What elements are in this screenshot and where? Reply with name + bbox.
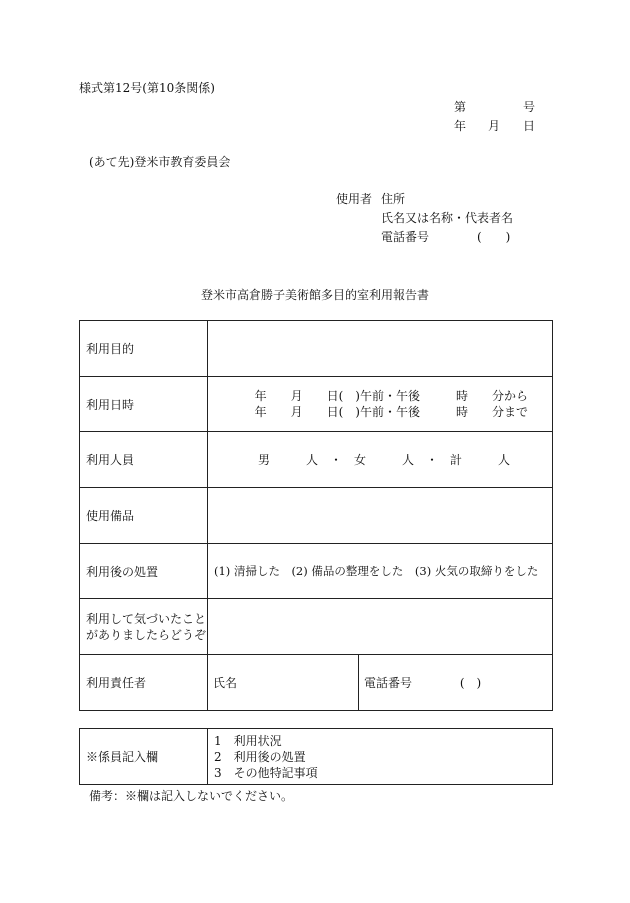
applicant-phone: 電話番号 (381, 230, 430, 244)
field-purpose[interactable] (208, 321, 553, 377)
field-after[interactable]: (1) 清掃した (2) 備品の整理をした (3) 火気の取締りをした (208, 544, 553, 599)
form-number: 様式第12号(第10条関係) (79, 81, 215, 95)
field-resp-phone[interactable] (359, 655, 553, 711)
label-purpose: 利用目的 (80, 321, 208, 377)
label-notice-line2: がありましたらどうぞ (86, 627, 207, 642)
doc-number-go: 号 (523, 100, 536, 114)
date-day: 日 (523, 119, 536, 133)
row-people (80, 432, 553, 488)
field-resp-name[interactable] (208, 655, 359, 711)
report-table (79, 320, 553, 711)
row-staff (80, 729, 553, 785)
label-datetime: 利用日時 (80, 377, 208, 432)
label-people: 利用人員 (80, 432, 208, 488)
field-datetime[interactable] (208, 377, 553, 432)
staff-item-2: 2 利用後の処置 (214, 749, 306, 764)
datetime-from: 年 月 日( )午前・午後 時 分から (254, 389, 528, 403)
field-equipment[interactable] (208, 488, 553, 544)
resp-phone-paren: ( ) (459, 676, 482, 690)
label-staff: ※係員記入欄 (80, 729, 208, 785)
date-year: 年 (454, 119, 467, 133)
label-responsible: 利用責任者 (80, 655, 208, 711)
field-people[interactable]: 男 人 ・ 女 人 ・ 計 人 (208, 432, 553, 488)
staff-item-1: 1 利用状況 (214, 733, 282, 748)
staff-item-3: 3 その他特記事項 (214, 765, 318, 780)
date-month: 月 (488, 119, 501, 133)
row-notice (80, 599, 553, 655)
row-after (80, 544, 553, 599)
row-responsible (80, 655, 553, 711)
row-datetime (80, 377, 553, 432)
label-after: 利用後の処置 (80, 544, 208, 599)
applicant-phone-paren: ( ) (477, 230, 511, 244)
remark: 備考：※欄は記入しないでください。 (89, 789, 294, 803)
page-title: 登米市高倉勝子美術館多目的室利用報告書 (200, 288, 429, 302)
row-equipment (80, 488, 553, 544)
resp-name-label: 氏名 (213, 676, 238, 690)
label-notice (80, 599, 208, 655)
field-staff (208, 729, 553, 785)
applicant-address: 住所 (381, 192, 406, 206)
label-equipment: 使用備品 (80, 488, 208, 544)
staff-table (79, 728, 553, 785)
doc-number-dai: 第 (454, 100, 467, 114)
resp-phone-label: 電話番号 (364, 676, 413, 690)
addressee: (あて先)登米市教育委員会 (89, 155, 231, 169)
label-notice-line1: 利用して気づいたこと (86, 611, 207, 626)
applicant-name: 氏名又は名称・代表者名 (381, 211, 514, 225)
datetime-to: 年 月 日( )午前・午後 時 分まで (254, 405, 528, 419)
field-notice[interactable] (208, 599, 553, 655)
applicant-label: 使用者 (336, 192, 373, 206)
row-purpose (80, 321, 553, 377)
